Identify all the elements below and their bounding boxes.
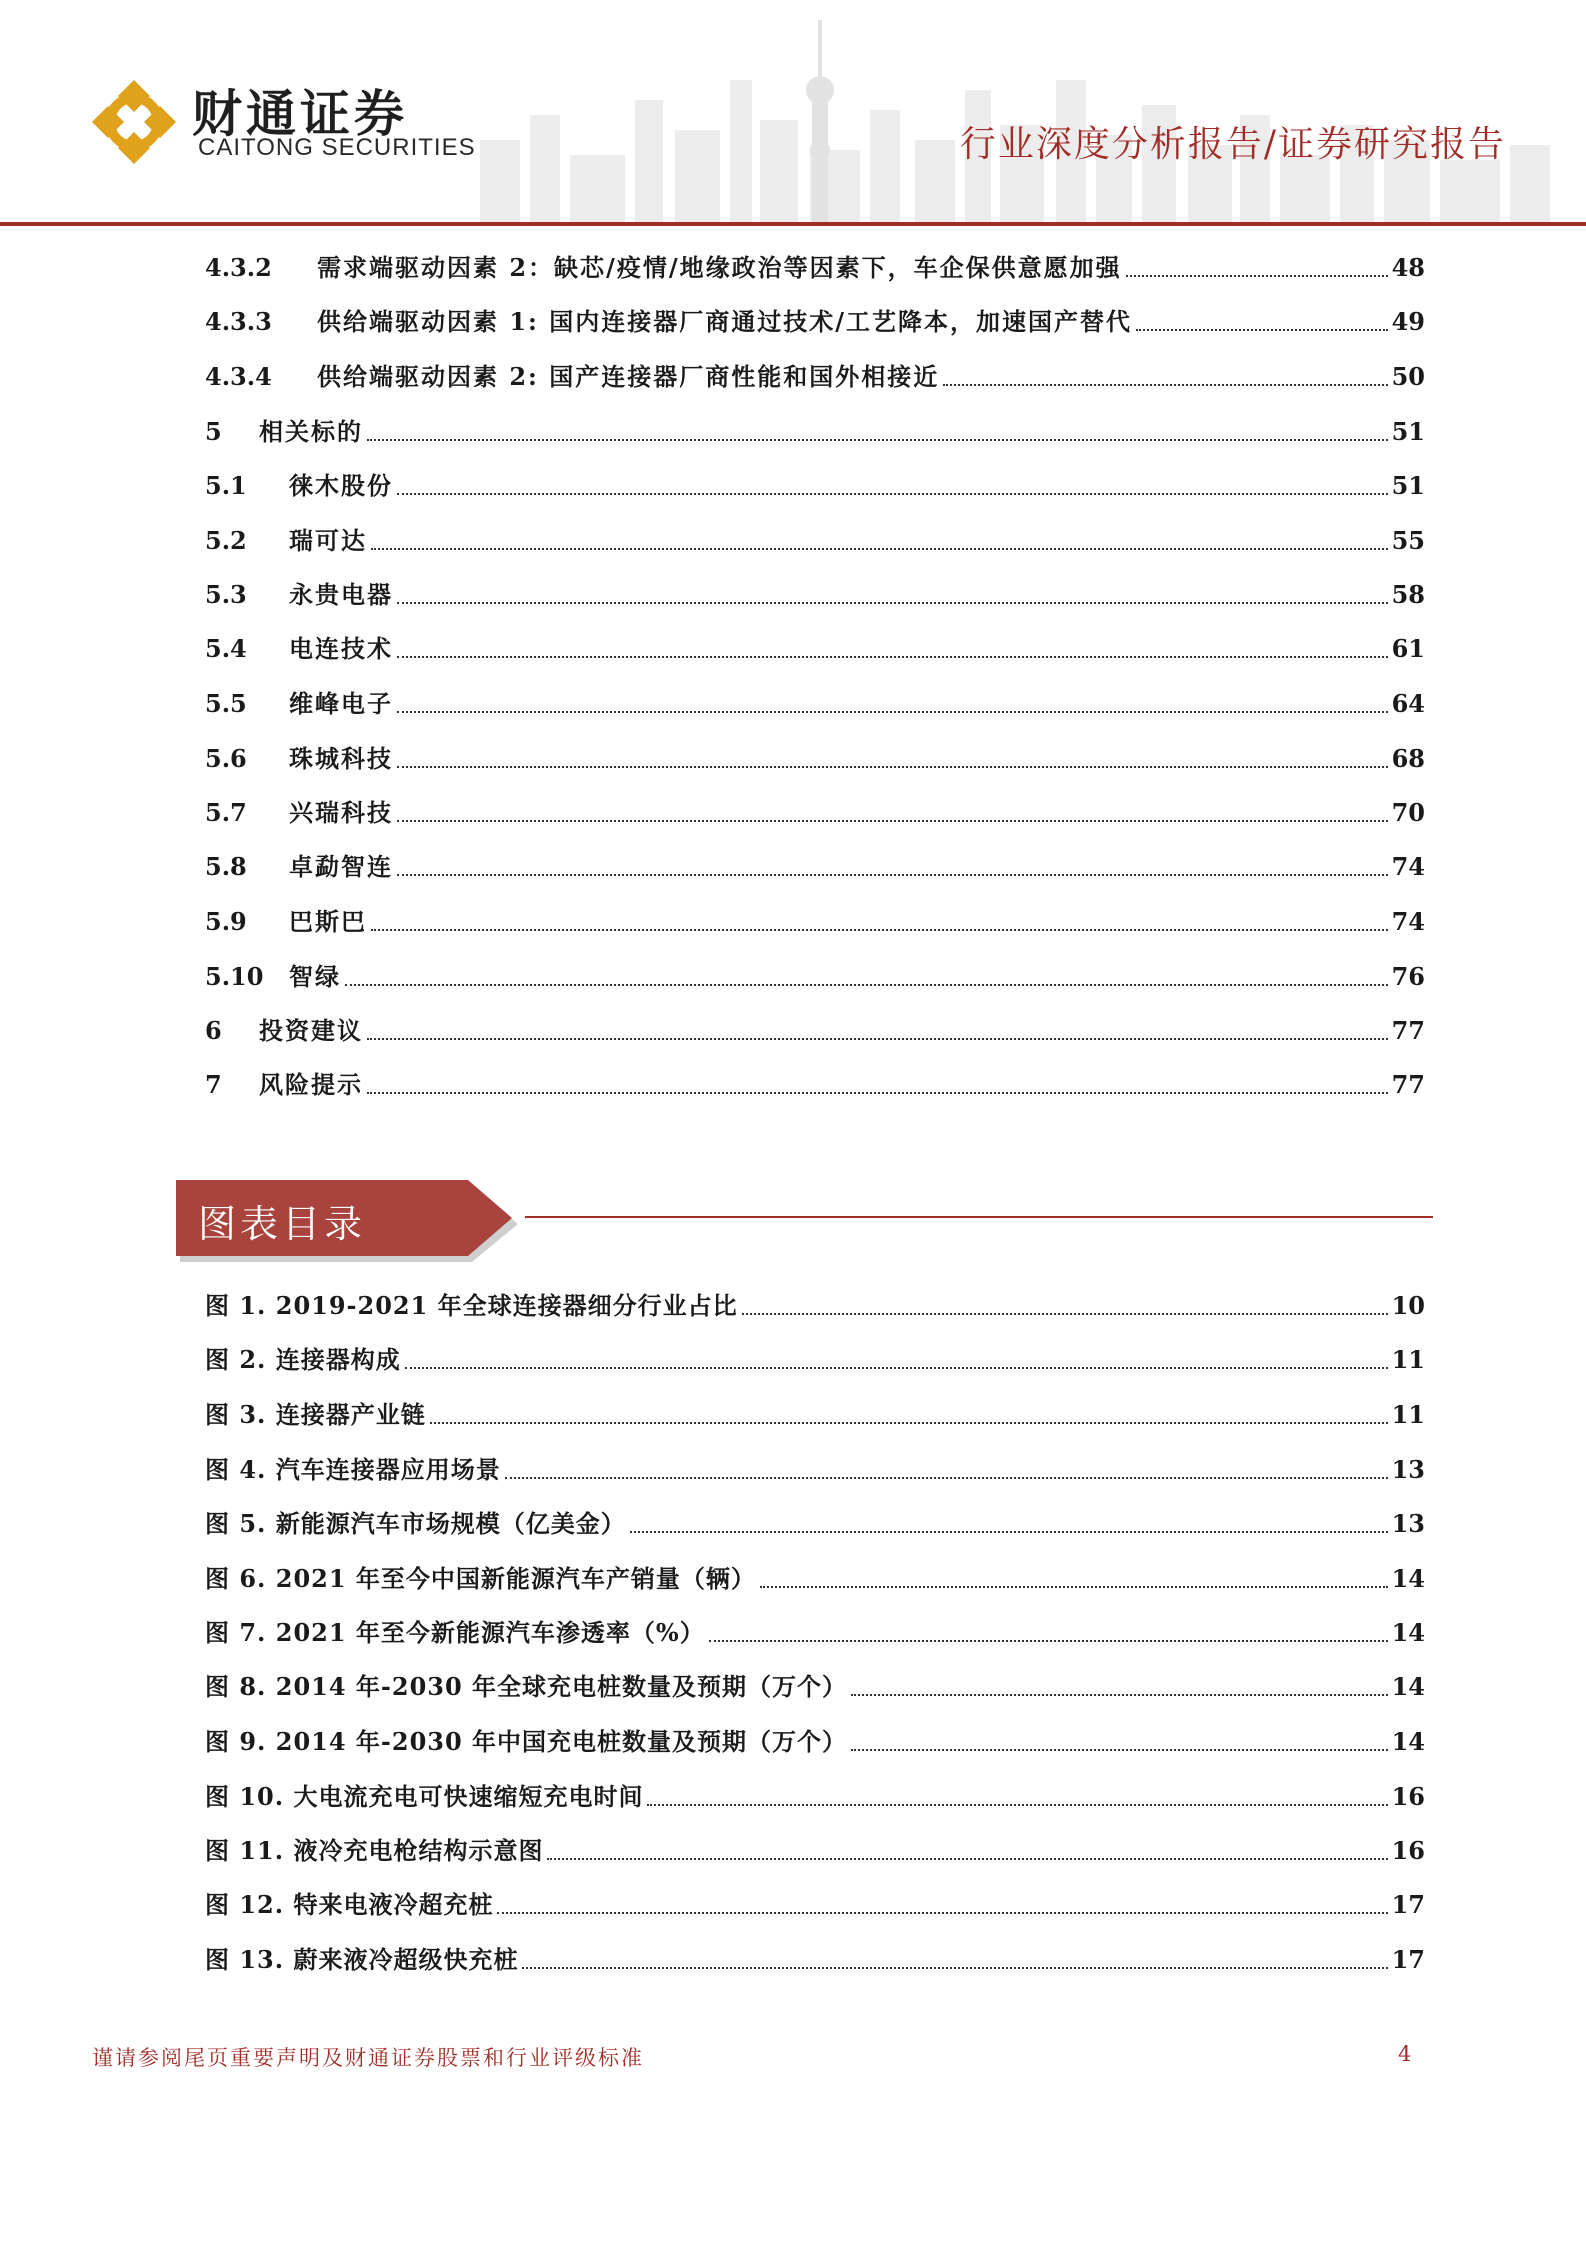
figure-title: 图 7. 2021 年至今新能源汽车渗透率（%） (205, 1618, 705, 1647)
figure-title: 图 1. 2019-2021 年全球连接器细分行业占比 (205, 1291, 738, 1320)
toc-page: 70 (1391, 798, 1425, 827)
toc-number: 4.3.4 (205, 362, 272, 391)
toc-row[interactable] (205, 412, 1425, 452)
figure-page: 17 (1391, 1890, 1425, 1919)
toc-page: 58 (1391, 580, 1425, 609)
toc-title: 维峰电子 (289, 689, 393, 718)
report-type: 行业深度分析报告/证券研究报告 (959, 124, 1506, 165)
page-header (0, 0, 1586, 228)
toc-page: 76 (1391, 962, 1425, 991)
leader-dots (647, 1803, 1387, 1806)
leader-dots (397, 765, 1388, 768)
toc-number: 4.3.3 (205, 307, 272, 336)
figure-title: 图 12. 特来电液冷超充桩 (205, 1890, 494, 1919)
leader-dots (547, 1857, 1387, 1860)
toc-page: 64 (1391, 689, 1425, 718)
figure-row[interactable] (205, 1885, 1425, 1925)
toc-row[interactable] (205, 302, 1425, 342)
leader-dots (1136, 328, 1388, 331)
header-divider (0, 222, 1586, 226)
figure-title: 图 8. 2014 年-2030 年全球充电桩数量及预期（万个） (205, 1672, 848, 1701)
figure-title: 图 3. 连接器产业链 (205, 1400, 426, 1429)
toc-title: 投资建议 (259, 1016, 363, 1045)
toc-row[interactable] (205, 847, 1425, 887)
toc-row[interactable] (205, 957, 1425, 997)
toc-number: 5.8 (205, 852, 247, 881)
leader-dots (505, 1476, 1388, 1479)
leader-dots (522, 1966, 1387, 1969)
leader-dots (371, 928, 1388, 931)
figure-row[interactable] (205, 1504, 1425, 1544)
figure-title: 图 5. 新能源汽车市场规模（亿美金） (205, 1509, 626, 1538)
figure-page: 14 (1391, 1618, 1425, 1647)
toc-row[interactable] (205, 521, 1425, 561)
toc-page: 77 (1391, 1016, 1425, 1045)
caitong-logo-icon (90, 78, 178, 166)
figure-row[interactable] (205, 1395, 1425, 1435)
toc-title: 需求端驱动因素 2：缺芯/疫情/地缘政治等因素下，车企保供意愿加强 (317, 253, 1122, 282)
figure-row[interactable] (205, 1722, 1425, 1762)
toc-row[interactable] (205, 357, 1425, 397)
figure-row[interactable] (205, 1286, 1425, 1326)
toc-number: 5.5 (205, 689, 247, 718)
figure-page: 17 (1391, 1945, 1425, 1974)
leader-dots (742, 1312, 1388, 1315)
toc-page: 74 (1391, 852, 1425, 881)
leader-dots (405, 1366, 1388, 1369)
leader-dots (397, 710, 1388, 713)
figure-title: 图 6. 2021 年至今中国新能源汽车产销量（辆） (205, 1564, 756, 1593)
leader-dots (397, 492, 1388, 495)
figure-row[interactable] (205, 1831, 1425, 1871)
toc-title: 瑞可达 (289, 526, 367, 555)
leader-dots (630, 1530, 1388, 1533)
leader-dots (397, 873, 1388, 876)
figure-title: 图 10. 大电流充电可快速缩短充电时间 (205, 1782, 644, 1811)
toc-row[interactable] (205, 1065, 1425, 1105)
leader-dots (367, 438, 1388, 441)
toc-title: 兴瑞科技 (289, 798, 393, 827)
toc-page: 49 (1391, 307, 1425, 336)
figure-row[interactable] (205, 1559, 1425, 1599)
toc-page: 51 (1391, 471, 1425, 500)
toc-title: 供给端驱动因素 2: 国产连接器厂商性能和国外相接近 (317, 362, 940, 391)
toc-number: 5.7 (205, 798, 247, 827)
toc-page: 61 (1391, 634, 1425, 663)
leader-dots (760, 1585, 1388, 1588)
page-number: 4 (1398, 2042, 1412, 2066)
figure-page: 14 (1391, 1727, 1425, 1756)
leader-dots (371, 547, 1388, 550)
figure-row[interactable] (205, 1450, 1425, 1490)
figure-row[interactable] (205, 1777, 1425, 1817)
brand-name-cn: 财通证券 (192, 85, 408, 143)
toc-row[interactable] (205, 684, 1425, 724)
figure-page: 14 (1391, 1672, 1425, 1701)
figure-row[interactable] (205, 1613, 1425, 1653)
toc-number: 5.4 (205, 634, 247, 663)
figure-title: 图 13. 蔚来液冷超级快充桩 (205, 1945, 519, 1974)
toc-page: 48 (1391, 253, 1425, 282)
figure-title: 图 4. 汽车连接器应用场景 (205, 1455, 501, 1484)
figure-title: 图 11. 液冷充电枪结构示意图 (205, 1836, 544, 1865)
figure-page: 11 (1391, 1400, 1425, 1429)
figure-title: 图 9. 2014 年-2030 年中国充电桩数量及预期（万个） (205, 1727, 848, 1756)
toc-title: 风险提示 (259, 1070, 363, 1099)
toc-title: 巴斯巴 (289, 907, 367, 936)
leader-dots (709, 1639, 1388, 1642)
toc-page: 51 (1391, 417, 1425, 446)
toc-title: 相关标的 (259, 417, 363, 446)
disclaimer-note: 谨请参阅尾页重要声明及财通证券股票和行业评级标准 (92, 2046, 644, 2070)
leader-dots (943, 383, 1387, 386)
toc-page: 55 (1391, 526, 1425, 555)
banner-rule (525, 1216, 1433, 1218)
leader-dots (430, 1421, 1388, 1424)
toc-title: 珠城科技 (289, 744, 393, 773)
toc-row[interactable] (205, 248, 1425, 288)
toc-row[interactable] (205, 902, 1425, 942)
toc-number: 5 (205, 417, 222, 446)
toc-number: 6 (205, 1016, 222, 1045)
toc-title: 徕木股份 (289, 471, 393, 500)
leader-dots (397, 601, 1388, 604)
figure-page: 10 (1391, 1291, 1425, 1320)
toc-row[interactable] (205, 793, 1425, 833)
toc-row[interactable] (205, 629, 1425, 669)
toc-number: 5.9 (205, 907, 247, 936)
leader-dots (1126, 274, 1388, 277)
toc-title: 永贵电器 (289, 580, 393, 609)
toc-title: 智绿 (289, 962, 341, 991)
figures-heading: 图表目录 (198, 1202, 367, 1246)
toc-page: 74 (1391, 907, 1425, 936)
figure-row[interactable] (205, 1340, 1425, 1380)
leader-dots (367, 1091, 1388, 1094)
toc-number: 4.3.2 (205, 253, 272, 282)
toc-row[interactable] (205, 575, 1425, 615)
toc-page: 68 (1391, 744, 1425, 773)
figure-page: 13 (1391, 1509, 1425, 1538)
figure-page: 16 (1391, 1836, 1425, 1865)
figure-page: 14 (1391, 1564, 1425, 1593)
leader-dots (367, 1037, 1388, 1040)
toc-number: 5.3 (205, 580, 247, 609)
toc-number: 5.6 (205, 744, 247, 773)
toc-row[interactable] (205, 466, 1425, 506)
toc-title: 供给端驱动因素 1: 国内连接器厂商通过技术/工艺降本，加速国产替代 (317, 307, 1133, 336)
figure-page: 13 (1391, 1455, 1425, 1484)
leader-dots (397, 655, 1388, 658)
toc-title: 卓勐智连 (289, 852, 393, 881)
figure-page: 16 (1391, 1782, 1425, 1811)
leader-dots (397, 819, 1388, 822)
leader-dots (851, 1693, 1388, 1696)
toc-title: 电连技术 (289, 634, 393, 663)
leader-dots (851, 1748, 1388, 1751)
toc-page: 77 (1391, 1070, 1425, 1099)
toc-row[interactable] (205, 739, 1425, 779)
leader-dots (345, 983, 1388, 986)
figure-row[interactable] (205, 1940, 1425, 1980)
toc-page: 50 (1391, 362, 1425, 391)
figure-row[interactable] (205, 1667, 1425, 1707)
leader-dots (497, 1911, 1387, 1914)
toc-number: 5.10 (205, 962, 264, 991)
toc-number: 7 (205, 1070, 222, 1099)
toc-row[interactable] (205, 1011, 1425, 1051)
toc-number: 5.1 (205, 471, 247, 500)
toc-number: 5.2 (205, 526, 247, 555)
figure-title: 图 2. 连接器构成 (205, 1345, 401, 1374)
brand-name-en: CAITONG SECURITIES (198, 134, 476, 161)
figure-page: 11 (1391, 1345, 1425, 1374)
